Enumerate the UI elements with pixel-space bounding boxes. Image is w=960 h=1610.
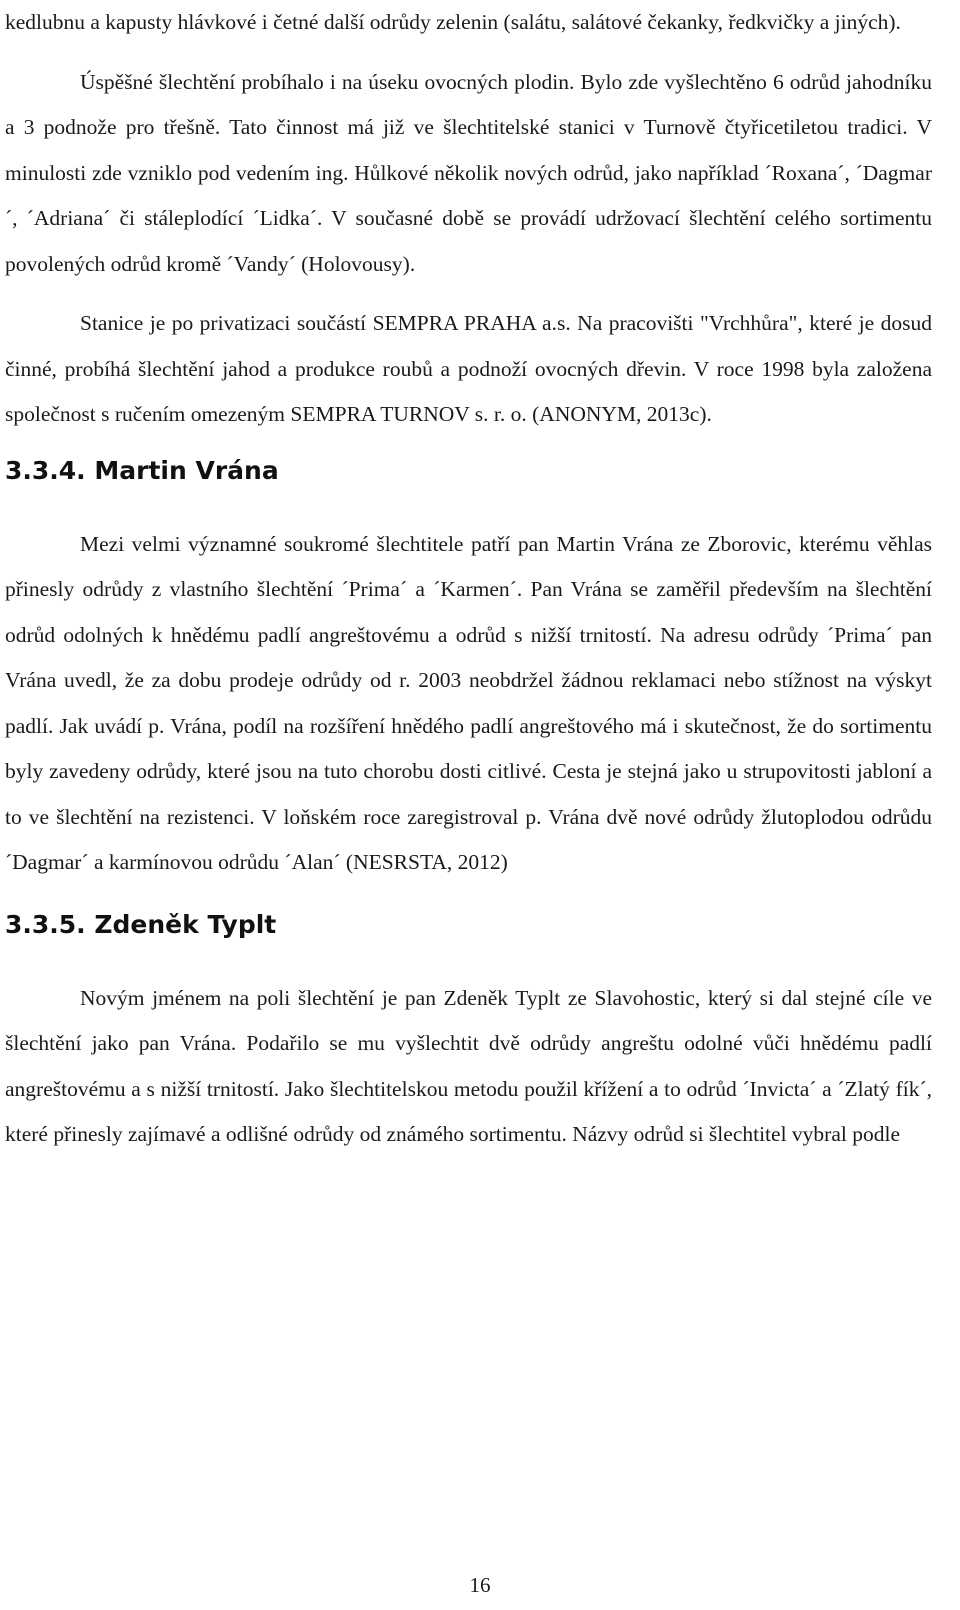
document-page [5, 0, 932, 1158]
page-number: 16 [469, 1573, 491, 1597]
paragraph-sempra: Stanice je po privatizaci součástí SEMPRA PRAHA a.s. Na pracovišti "Vrchhůra", které je dosud činné, probíhá šlechtění jahod a produkce roubů a podnoží ovocných dřevin. V roce 1998 byla založena společnost s ručením omezeným SEMPRA TURNOV s. r. o. (ANONYM, 2013c). [5, 311, 932, 426]
paragraph-zdenek-typlt: Novým jménem na poli šlechtění je pan Zdeněk Typlt ze Slavohostic, který si dal stejné cíle ve šlechtění jako pan Vrána. Podařilo se mu vyšlechtit dvě odrůdy angreštu odolné vůči hnědému padlí angreštovému a s nižší trnitostí. Jako šlechtitelskou metodu použil křížení a to odrůd ´Invicta´ a ´Zlatý fík´, které přinesly zajímavé a odlišné odrůdy od známého sortimentu. Názvy odrůd si šlechtitel vybral podle [5, 985, 932, 1146]
paragraph-fruit-breeding: Úspěšné šlechtění probíhalo i na úseku ovocných plodin. Bylo zde vyšlechtěno 6 odrůd jahodníku a 3 podnože pro třešně. Tato činnost má již ve šlechtitelské stanici v Turnově čtyřicetiletou tradici. V minulosti zde vzniklo pod vedením ing. Hůlkové několik nových odrůd, jako například ´Roxana´, ´Dagmar´, ´Adriana´ či stáleplodící ´Lidka´. V současné době se provádí udržovací šlechtění celého sortimentu povolených odrůd kromě ´Vandy´ (Holovousy). [5, 69, 932, 276]
paragraph-continuation: kedlubnu a kapusty hlávkové i četné další odrůdy zelenin (salátu, salátové čekanky, ředkvičky a jiných). [5, 10, 901, 34]
heading-martin-vrana: 3.3.4. Martin Vrána [5, 455, 279, 485]
paragraph-martin-vrana: Mezi velmi významné soukromé šlechtitele patří pan Martin Vrána ze Zborovic, kterému věhlas přinesly odrůdy z vlastního šlechtění ´Prima´ a ´Karmen´. Pan Vrána se zaměřil především na šlechtění odrůd odolných k hnědému padlí angreštovému a odrůd s nižší trnitostí. Na adresu odrůdy ´Prima´ pan Vrána uvedl, že za dobu prodeje odrůdy od r. 2003 neobdržel žádnou reklamaci nebo stížnost na výskyt padlí. Jak uvádí p. Vrána, podíl na rozšíření hnědého padlí angreštového má i skutečnost, že do sortimentu byly zavedeny odrůdy, které jsou na tuto chorobu dosti citlivé. Cesta je stejná jako u strupovitosti jabloní a to ve šlechtění na rezistenci. V loňském roce zaregistroval p. Vrána dvě nové odrůdy žlutoplodou odrůdu ´Dagmar´ a karmínovou odrůdu ´Alan´ (NESRSTA, 2012) [5, 531, 932, 874]
heading-zdenek-typlt: 3.3.5. Zdeněk Typlt [5, 909, 277, 939]
